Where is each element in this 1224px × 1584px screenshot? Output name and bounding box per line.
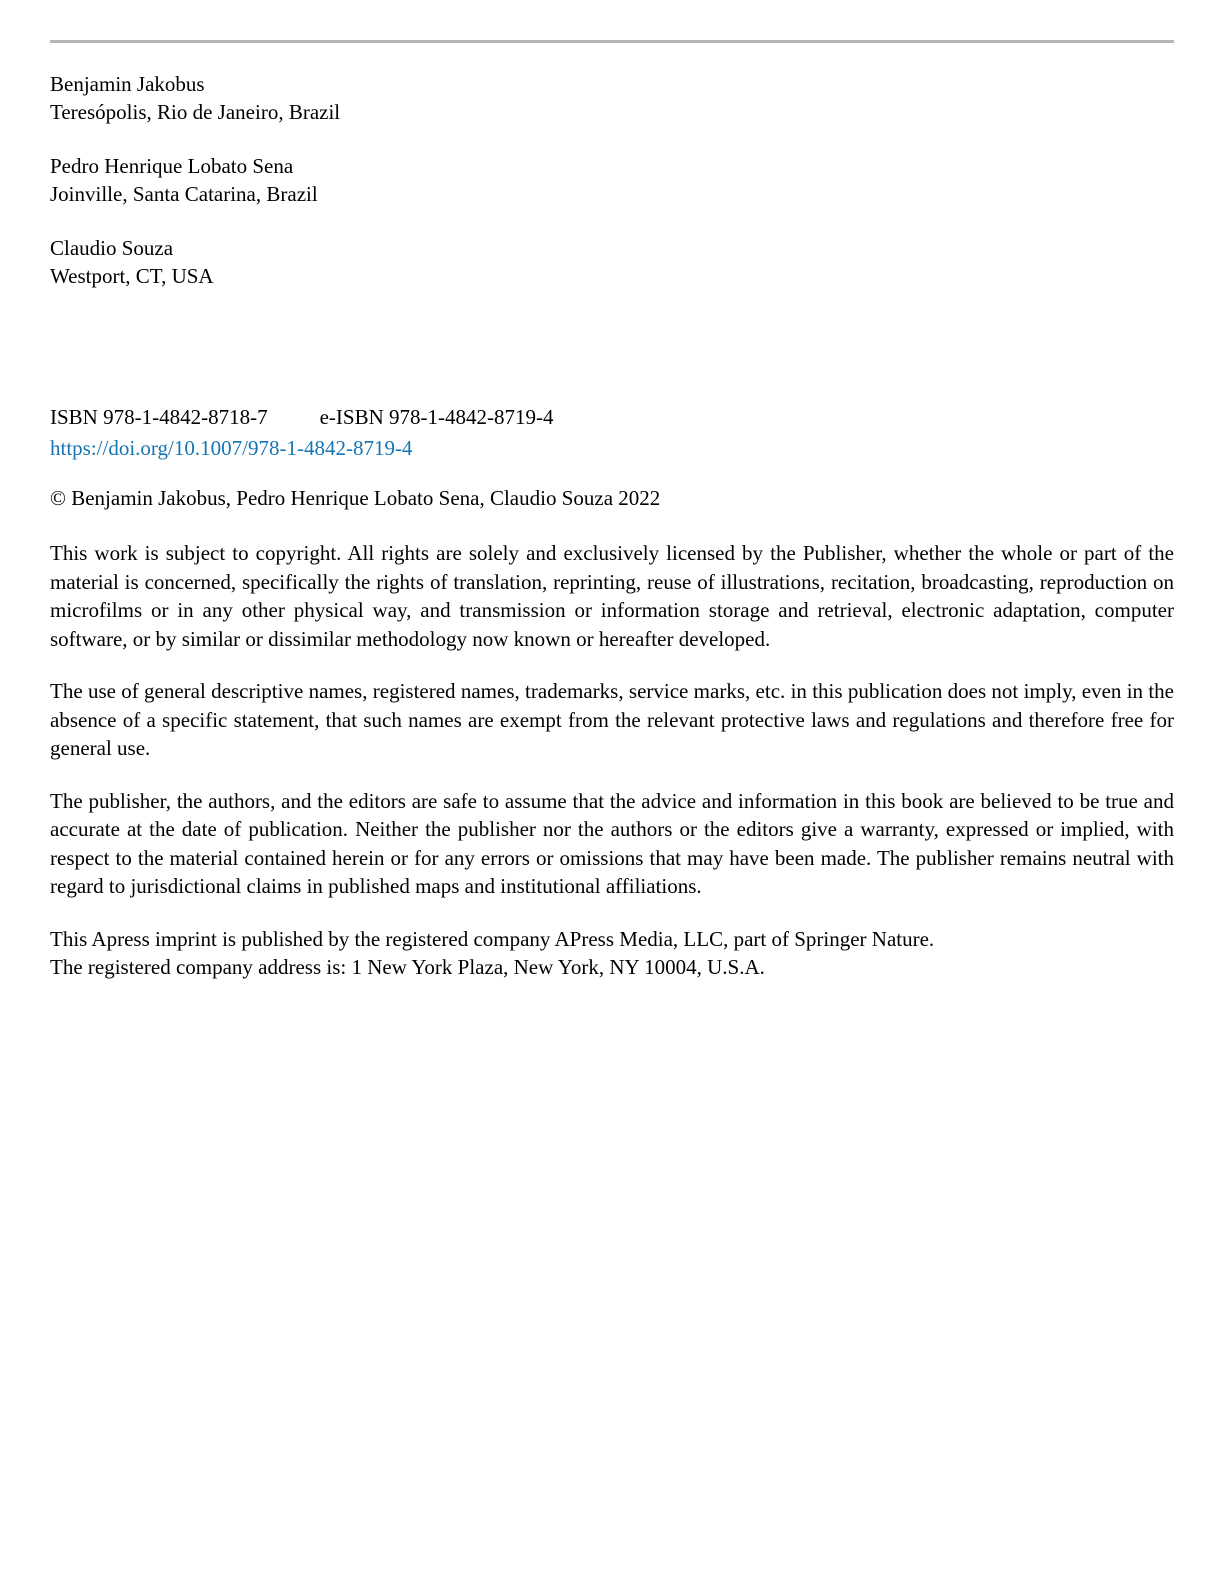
publication-info [50,402,1174,464]
imprint-line-2: The registered company address is: 1 New York Plaza, New York, NY 10004, U.S.A. [50,955,765,979]
page-divider [50,40,1174,43]
disclaimer-paragraph: The publisher, the authors, and the editors are safe to assume that the advice and information in this book are believed to be true and accurate at the date of publication. Neither the publisher nor the authors or the editors give a warranty, expressed or implied, with respect to the material contained herein or for any errors or omissions that may have been made. The publisher remains neutral with regard to jurisdictional claims in published maps and institutional affiliations. [50,788,1174,898]
isbn-line [50,402,1174,433]
author-location: Teresópolis, Rio de Janeiro, Brazil [50,100,341,124]
copyright-line: © Benjamin Jakobus, Pedro Henrique Lobato Sena, Claudio Souza 2022 [50,486,661,510]
trademark-notice-paragraph: The use of general descriptive names, registered names, trademarks, service marks, etc. in this publication does not imply, even in the absence of a specific statement, that such names are exempt from the relevant protective laws and regulations and therefore free for general use. [50,679,1174,760]
author-list [50,70,1174,290]
doi-line [50,433,1174,464]
author-location: Westport, CT, USA [50,264,214,288]
author-entry [50,152,1174,208]
copyright-notice-paragraph: This work is subject to copyright. All rights are solely and exclusively licensed by the Publisher, whether the whole or part of the material is concerned, specifically the rights of translation, reprinting, reuse of illustrations, recitation, broadcasting, reproduction on microfilms or in any other physical way, and transmission or information storage and retrieval, electronic adaptation, computer software, or by similar or dissimilar methodology now known or hereafter developed. [50,541,1174,651]
e-isbn: e-ISBN 978-1-4842-8719-4 [319,405,554,429]
author-name: Pedro Henrique Lobato Sena [50,154,294,178]
author-entry [50,234,1174,290]
author-location: Joinville, Santa Catarina, Brazil [50,182,318,206]
print-isbn: ISBN 978-1-4842-8718-7 [50,405,268,429]
doi-link[interactable]: https://doi.org/10.1007/978-1-4842-8719-4 [50,436,413,460]
author-entry [50,70,1174,126]
imprint-line-1: This Apress imprint is published by the registered company APress Media, LLC, part of Springer Nature. [50,926,935,951]
imprint-paragraph [50,925,1174,982]
author-name: Benjamin Jakobus [50,72,205,96]
author-name: Claudio Souza [50,236,174,260]
